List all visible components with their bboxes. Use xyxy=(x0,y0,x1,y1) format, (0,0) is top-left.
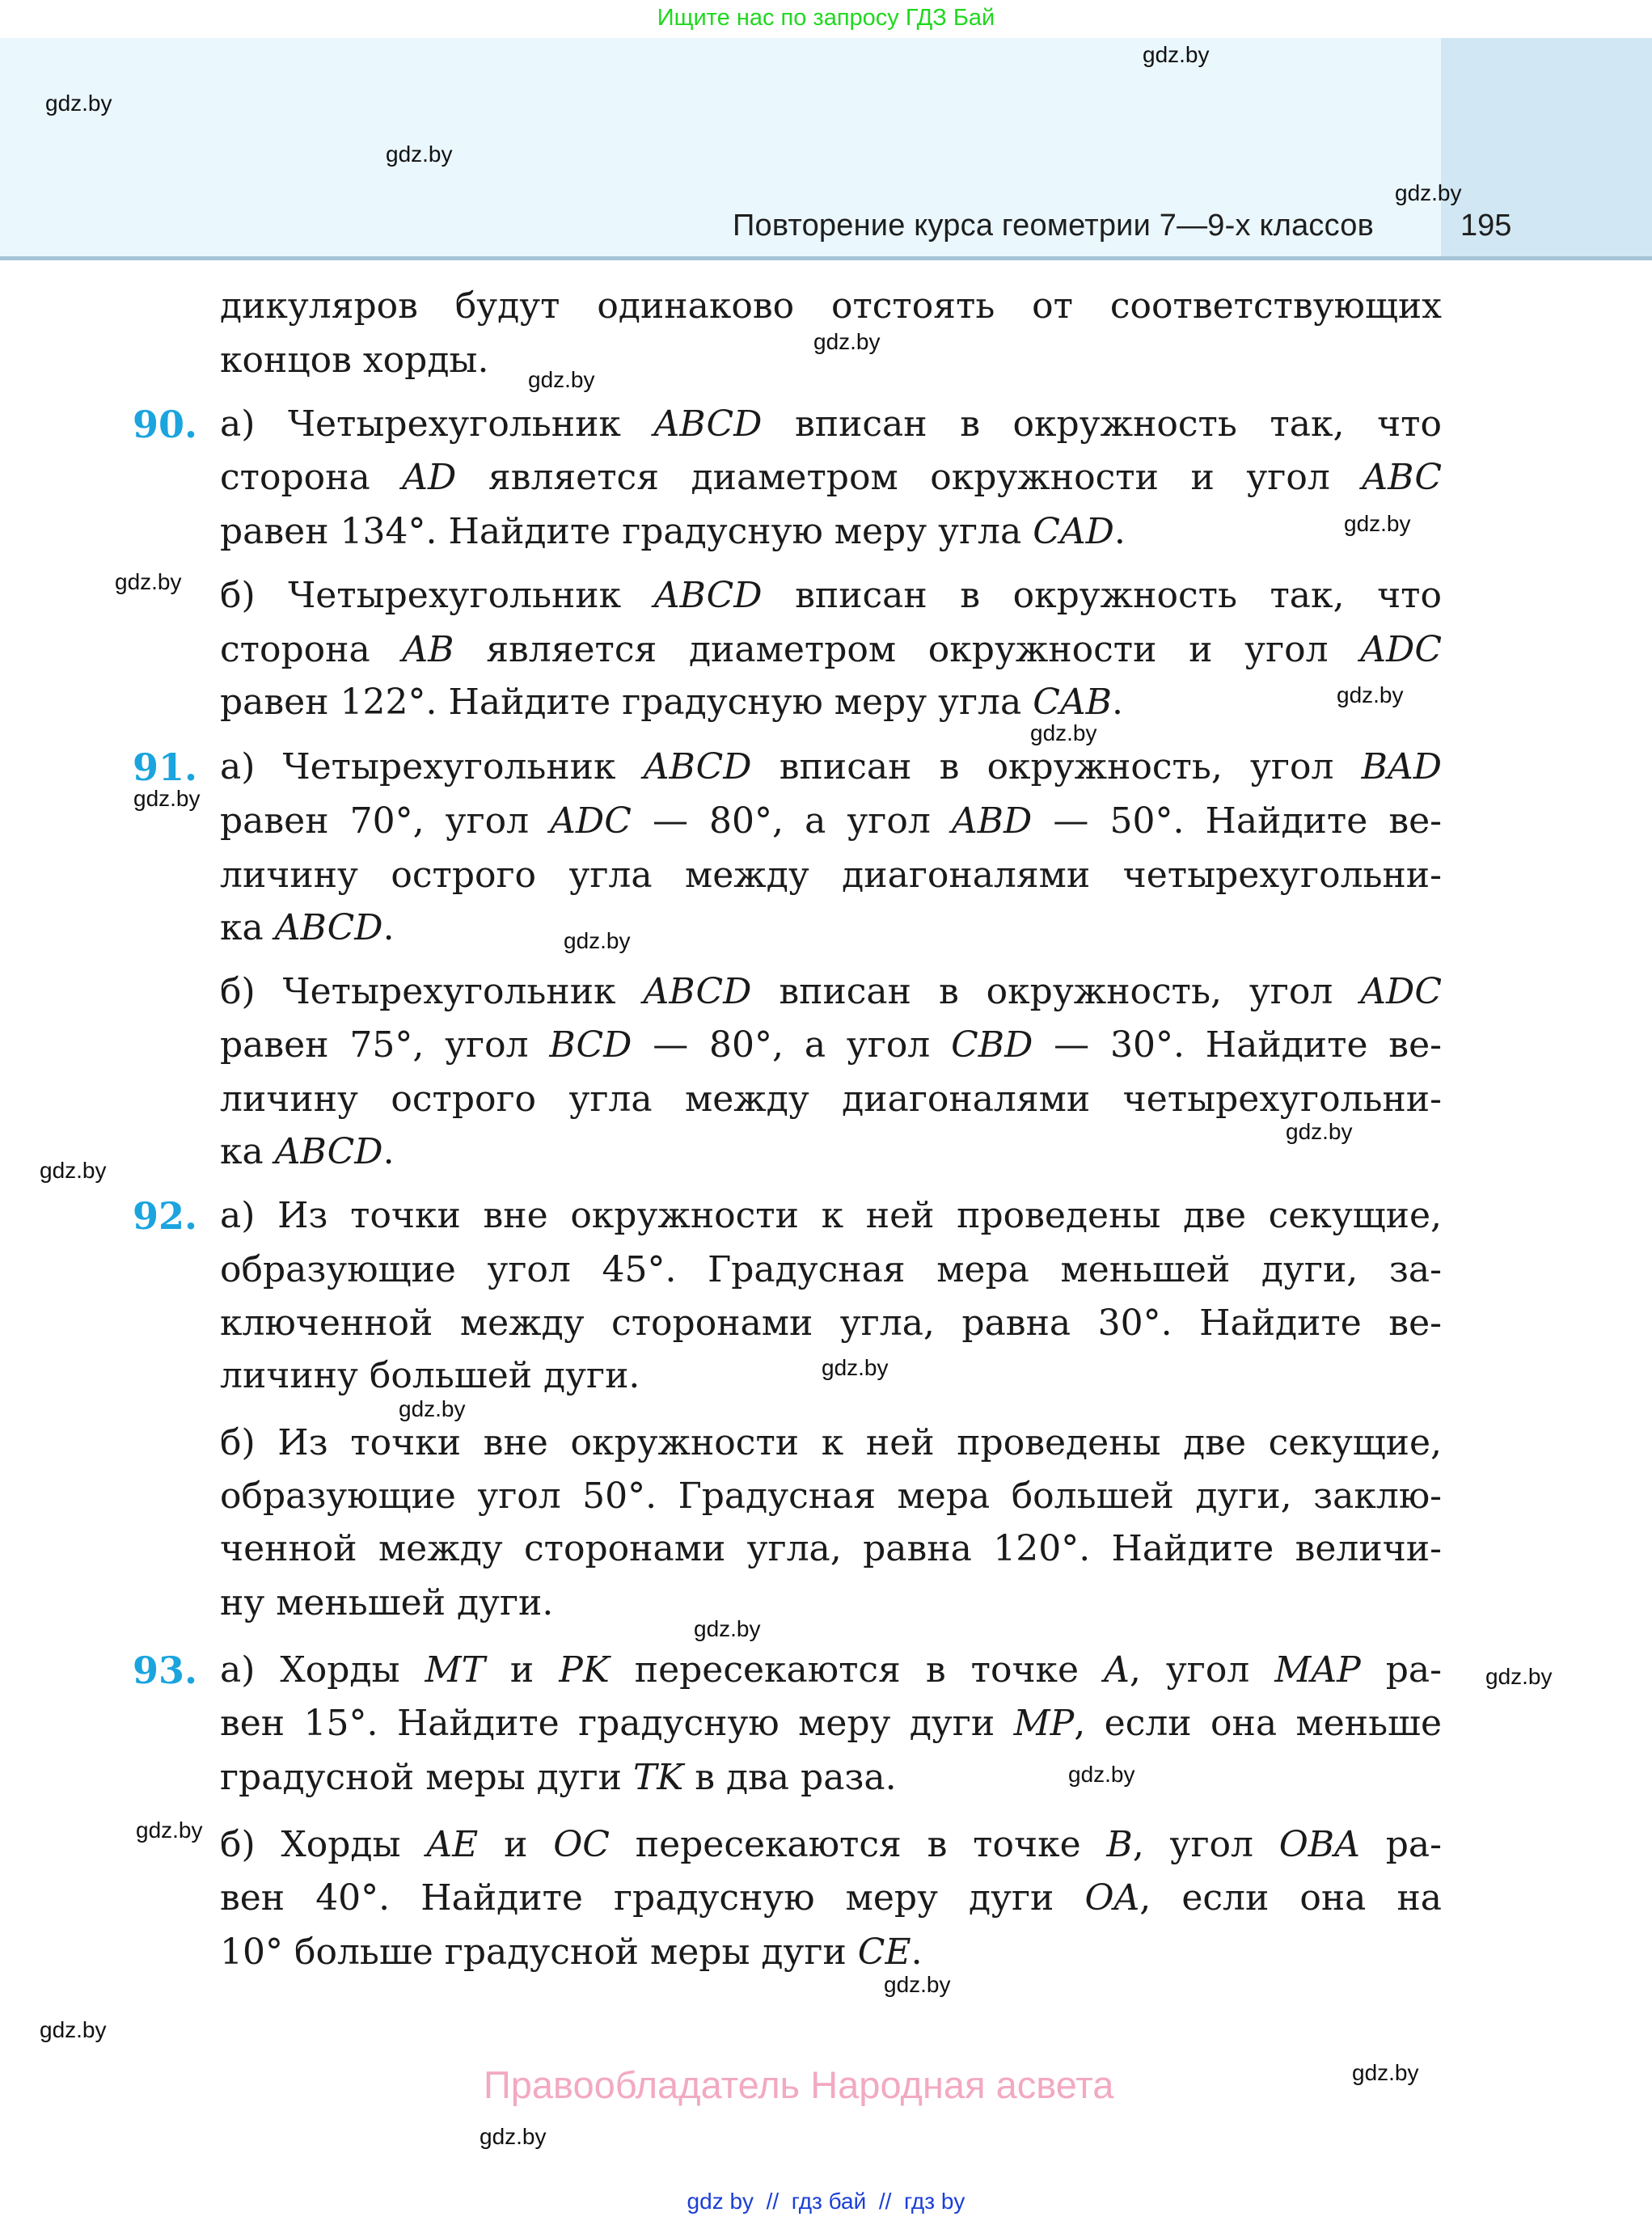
math-variable: PK xyxy=(559,1649,610,1691)
watermark-text: gdz.by xyxy=(813,329,881,354)
watermark-text: gdz.by xyxy=(1030,720,1097,745)
math-variable: ABCD xyxy=(274,1131,383,1172)
watermark-text: gdz.by xyxy=(1344,511,1411,536)
text-line: а) Четырехугольник ABCD вписан в окружность, угол BAD xyxy=(220,746,1442,787)
top-banner: Ищите нас по запросу ГДЗ Бай xyxy=(657,5,995,31)
watermark-text: gdz.by xyxy=(115,569,182,594)
math-variable: CBD xyxy=(951,1024,1033,1066)
math-variable: A xyxy=(1104,1649,1130,1691)
text-line: концов хорды. xyxy=(220,340,489,381)
math-variable: ABCD xyxy=(274,907,383,948)
footer-separator: // xyxy=(766,2189,780,2214)
watermark-text: gdz.by xyxy=(1352,2060,1419,2085)
text-line: ну меньшей дуги. xyxy=(220,1582,554,1623)
footer-links xyxy=(0,2185,1652,2218)
text-line: сторона AB является диаметром окружности и угол ADC xyxy=(220,629,1442,670)
text-line: б) Хорды AE и OC пересекаются в точке B, угол OBA ра- xyxy=(220,1824,1442,1865)
footer-link-gdz-bai[interactable]: гдз бай xyxy=(791,2189,867,2214)
math-variable: AB xyxy=(402,629,454,670)
watermark-text: gdz.by xyxy=(1143,42,1210,67)
math-variable: ABC xyxy=(1362,457,1442,498)
text-line: б) Из точки вне окружности к ней проведены две секущие, xyxy=(220,1422,1442,1463)
text-line: а) Четырехугольник ABCD вписан в окружность так, что xyxy=(220,403,1443,445)
footer-separator: // xyxy=(878,2189,892,2214)
math-variable: CE xyxy=(857,1932,911,1973)
page-number: 195 xyxy=(1460,209,1512,243)
text-line: вен 40°. Найдите градусную меру дуги OA, если она на xyxy=(220,1877,1443,1919)
watermark-text: gdz.by xyxy=(884,1972,951,1997)
math-variable: ADC xyxy=(550,800,632,842)
math-variable: BCD xyxy=(549,1024,632,1066)
watermark-text: gdz.by xyxy=(40,1158,107,1183)
watermark-text: gdz.by xyxy=(1286,1119,1353,1144)
math-variable: CAD xyxy=(1033,511,1114,552)
math-variable: AE xyxy=(426,1824,479,1865)
watermark-text: gdz.by xyxy=(822,1355,889,1380)
text-line: вен 15°. Найдите градусную меру дуги MP, если она меньше xyxy=(220,1703,1442,1744)
problem-number: 90. xyxy=(133,403,198,446)
math-variable: MP xyxy=(1013,1703,1075,1744)
math-variable: ABCD xyxy=(653,403,763,445)
problem-number: 91. xyxy=(133,745,198,789)
watermark-text: gdz.by xyxy=(133,786,201,811)
footer-link-gdz-by-cyr[interactable]: гдз by xyxy=(903,2189,965,2214)
math-variable: ABD xyxy=(951,800,1033,842)
text-line: ключенной между сторонами угла, равна 30°. Найдите ве- xyxy=(220,1302,1442,1344)
math-variable: ABCD xyxy=(643,971,752,1012)
text-line: равен 75°, угол BCD — 80°, а угол CBD — 30°. Найдите ве- xyxy=(220,1024,1442,1066)
text-line: равен 70°, угол ADC — 80°, а угол ABD — 50°. Найдите ве- xyxy=(220,800,1442,842)
problem-number: 92. xyxy=(133,1194,198,1238)
watermark-text: gdz.by xyxy=(386,141,453,167)
watermark-text: gdz.by xyxy=(1485,1664,1553,1689)
math-variable: OBA xyxy=(1278,1824,1360,1865)
text-line: равен 134°. Найдите градусную меру угла CAD. xyxy=(220,511,1126,552)
math-variable: B xyxy=(1106,1824,1133,1865)
math-variable: OC xyxy=(553,1824,610,1865)
text-line: личину большей дуги. xyxy=(220,1355,640,1396)
math-variable: CAB xyxy=(1033,682,1112,723)
math-variable: ADC xyxy=(1360,971,1442,1012)
text-line: дикуляров будут одинаково отстоять от соответствующих xyxy=(220,285,1442,327)
watermark-text: gdz.by xyxy=(45,91,112,116)
copyright-notice: Правообладатель Народная асвета xyxy=(484,2063,1114,2106)
text-line: а) Из точки вне окружности к ней проведены две секущие, xyxy=(220,1195,1442,1236)
math-variable: ABCD xyxy=(653,575,763,616)
running-title: Повторение курса геометрии 7—9-х классов xyxy=(733,209,1374,243)
math-variable: MT xyxy=(425,1649,485,1691)
watermark-text: gdz.by xyxy=(694,1616,761,1641)
math-variable: MAP xyxy=(1274,1649,1361,1691)
math-variable: TK xyxy=(632,1757,684,1798)
text-line: образующие угол 50°. Градусная мера большей дуги, заклю- xyxy=(220,1476,1442,1517)
text-line: равен 122°. Найдите градусную меру угла CAB. xyxy=(220,682,1123,723)
text-line: сторона AD является диаметром окружности и угол ABC xyxy=(220,457,1442,498)
watermark-text: gdz.by xyxy=(1068,1762,1135,1787)
math-variable: AD xyxy=(402,457,457,498)
watermark-text: gdz.by xyxy=(480,2124,547,2149)
text-line: б) Четырехугольник ABCD вписан в окружность так, что xyxy=(220,575,1442,616)
text-line: ка ABCD. xyxy=(220,1131,395,1172)
watermark-text: gdz.by xyxy=(564,928,631,953)
watermark-text: gdz.by xyxy=(528,367,595,392)
math-variable: ABCD xyxy=(643,746,752,787)
problem-number: 93. xyxy=(133,1649,198,1692)
math-variable: BAD xyxy=(1361,746,1442,787)
footer-link-gdz-by[interactable]: gdz by xyxy=(687,2189,754,2214)
text-line: а) Хорды MT и PK пересекаются в точке A, угол MAP ра- xyxy=(220,1649,1442,1691)
text-line: ченной между сторонами угла, равна 120°. Найдите величи- xyxy=(220,1528,1442,1569)
text-line: градусной меры дуги TK в два раза. xyxy=(220,1757,897,1798)
text-line: б) Четырехугольник ABCD вписан в окружность, угол ADC xyxy=(220,971,1442,1012)
text-line: 10° больше градусной меры дуги CE. xyxy=(220,1932,923,1973)
text-line: личину острого угла между диагоналями четырехугольни- xyxy=(220,855,1442,896)
math-variable: ADC xyxy=(1360,629,1442,670)
watermark-text: gdz.by xyxy=(1337,682,1404,707)
text-line: образующие угол 45°. Градусная мера меньшей дуги, за- xyxy=(220,1249,1442,1290)
watermark-text: gdz.by xyxy=(136,1818,203,1843)
watermark-text: gdz.by xyxy=(399,1396,466,1421)
watermark-text: gdz.by xyxy=(40,2017,107,2042)
math-variable: OA xyxy=(1084,1877,1140,1919)
watermark-text: gdz.by xyxy=(1395,180,1462,205)
text-line: личину острого угла между диагоналями четырехугольни- xyxy=(220,1079,1442,1120)
text-line: ка ABCD. xyxy=(220,907,395,948)
